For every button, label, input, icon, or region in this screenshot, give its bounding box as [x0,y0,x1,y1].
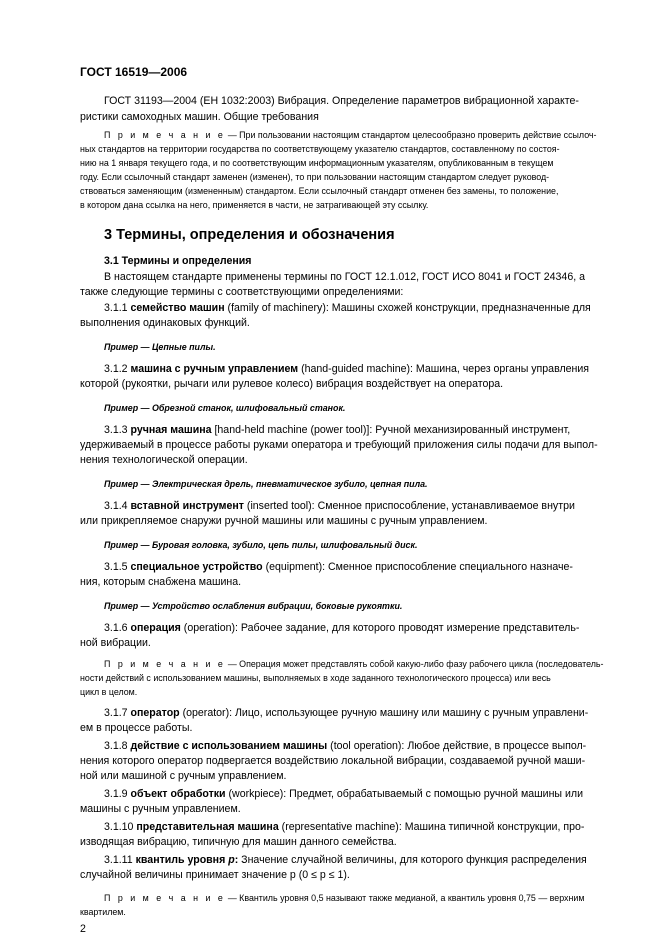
term-3-1-8 [104,741,586,752]
note-1-line-1 [104,131,597,140]
term-3-1-1-line-2: выполнения одинаковых функций. [80,317,250,329]
note-text: — При пользовании настоящим стандартом целесообразно проверить действие ссылоч- [225,130,597,140]
note-3-line-1 [104,894,584,903]
term-3-1-6-line-2: ной вибрации. [80,637,151,649]
term-3-1-5-line-2: ния, которым снабжена машина. [80,576,242,588]
note-1-line-6: в котором дана ссылка на него, применяется в части, не затрагивающей эту ссылку. [80,200,429,210]
term-3-1-11 [104,855,587,866]
term-3-1-6 [104,623,579,634]
note-label: П р и м е ч а н и е [104,893,226,903]
term-name: оператор [130,707,180,719]
term-3-1-3-line-2: удерживаемый в процессе работы руками оператора и требующий приложения силы подачи для выпол- [80,439,598,451]
term-number: 3.1.8 [104,740,131,752]
term-number: 3.1.9 [104,788,131,800]
note-2-line-1 [104,660,603,669]
term-name: операция [130,622,181,634]
term-definition: [hand-held machine (power tool)]: Ручной механизированный инструмент, [211,424,571,436]
term-3-1-11-line-2: случайной величины принимает значение p (0 ≤ p ≤ 1). [80,869,350,881]
term-name: специальное устройство [130,561,263,573]
example-3-1-2: Пример — Обрезной станок, шлифовальный станок. [104,403,346,413]
term-3-1-8-line-2: нения которого оператор подвергается воздействию локальной вибрации, создаваемой ручной маши- [80,755,586,767]
note-2-line-2: ности действий с использованием машины, выполняемых в ходе заданного технологического процесса) или весь [80,673,551,683]
note-1-line-2: ных стандартов на территории государства по соответствующему указателю стандартов, составленному по состоя- [80,144,560,154]
term-3-1-4-line-2: или прикрепляемое снаружи ручной машины или машины с ручным управлением. [80,515,488,527]
note-3-line-2: квартилем. [80,907,126,917]
term-3-1-9-line-2: машины с ручным управлением. [80,803,241,815]
example-3-1-5: Пример — Устройство ослабления вибрации, боковые рукоятки. [104,601,403,611]
term-number: 3.1.4 [104,500,131,512]
note-text: — Операция может представлять собой какую-либо фазу рабочего цикла (последователь- [225,659,604,669]
reference-line-1: ГОСТ 31193—2004 (ЕН 1032:2003) Вибрация. Определение параметров вибрационной характе- [104,95,579,107]
term-number: 3.1.11 [104,854,136,866]
term-3-1-5 [104,562,573,573]
document-header: ГОСТ 16519—2006 [80,65,188,79]
term-definition: (equipment): Сменное приспособление специального назначе- [262,561,573,573]
term-3-1-10 [104,822,584,833]
example-3-1-1: Пример — Цепные пилы. [104,342,216,352]
term-number: 3.1.6 [104,622,131,634]
term-3-1-1 [104,303,591,314]
example-3-1-3: Пример — Электрическая дрель, пневматическое зубило, цепная пила. [104,479,428,489]
intro-line-2: также следующие термины с соответствующими определениями: [80,286,404,298]
intro-line-1: В настоящем стандарте применены термины по ГОСТ 12.1.012, ГОСТ ИСО 8041 и ГОСТ 24346, а [104,271,585,283]
term-name: действие с использованием машины [130,740,328,752]
note-1-line-3: нию на 1 января текущего года, и по соответствующим информационным указателям, опубликованным в текущем [80,158,554,168]
term-definition: (representative machine): Машина типичной конструкции, про- [278,821,585,833]
term-3-1-4 [104,501,575,512]
note-text: — Квантиль уровня 0,5 называют также медианой, а квантиль уровня 0,75 — верхним [225,893,585,903]
term-definition: (operation): Рабочее задание, для которого проводят измерение представитель- [180,622,580,634]
term-3-1-7-line-2: ем в процессе работы. [80,722,193,734]
term-3-1-2 [104,364,589,375]
term-colon: : [234,854,239,866]
term-3-1-10-line-2: изводящая вибрацию, типичную для машин данного семейства. [80,836,397,848]
subsection-title: 3.1 Термины и определения [104,255,252,267]
note-label: П р и м е ч а н и е [104,130,226,140]
term-variable: p [228,854,235,866]
term-name: вставной инструмент [130,500,244,512]
term-number: 3.1.7 [104,707,131,719]
term-definition: (operator): Лицо, использующее ручную машину или машину с ручным управлени- [179,707,589,719]
term-3-1-3-line-3: нения технологической операции. [80,454,248,466]
note-1-line-4: году. Если ссылочный стандарт заменен (изменен), то при пользовании настоящим стандартом следует руковод- [80,172,550,182]
term-3-1-3 [104,425,570,436]
term-number: 3.1.2 [104,363,131,375]
term-number: 3.1.3 [104,424,131,436]
note-label: П р и м е ч а н и е [104,659,226,669]
term-name: представительная машина [136,821,279,833]
term-name: машина с ручным управлением [130,363,299,375]
section-title: 3 Термины, определения и обозначения [104,227,395,243]
reference-line-2: ристики самоходных машин. Общие требования [80,111,319,123]
term-3-1-9 [104,789,583,800]
term-definition: (hand-guided machine): Машина, через органы управления [298,363,590,375]
term-definition: (tool operation): Любое действие, в процессе выпол- [327,740,587,752]
term-name: квантиль уровня [135,854,229,866]
term-definition: (workpiece): Предмет, обрабатываемый с помощью ручной машины или [225,788,584,800]
term-number: 3.1.10 [104,821,137,833]
term-number: 3.1.5 [104,561,131,573]
note-2-line-3: цикл в целом. [80,687,138,697]
note-1-line-5: ствоваться заменяющим (измененным) стандартом. Если ссылочный стандарт отменен без замены, то положение, [80,186,559,196]
term-3-1-2-line-2: которой (рукоятки, рычаги или рулевое колесо) вибрация воздействует на оператора. [80,378,504,390]
term-3-1-7 [104,708,588,719]
term-name: объект обработки [130,788,226,800]
term-name: ручная машина [130,424,212,436]
term-3-1-8-line-3: ной или машиной с ручным управлением. [80,770,287,782]
example-3-1-4: Пример — Буровая головка, зубило, цепь пилы, шлифовальный диск. [104,540,418,550]
term-number: 3.1.1 [104,302,131,314]
term-name: семейство машин [130,302,225,314]
term-definition: (family of machinery): Машины схожей конструкции, предназначенные для [224,302,591,314]
term-definition: (inserted tool): Сменное приспособление, устанавливаемое внутри [243,500,575,512]
page-number: 2 [80,923,86,935]
term-definition: Значение случайной величины, для которого функция распределения [238,854,587,866]
